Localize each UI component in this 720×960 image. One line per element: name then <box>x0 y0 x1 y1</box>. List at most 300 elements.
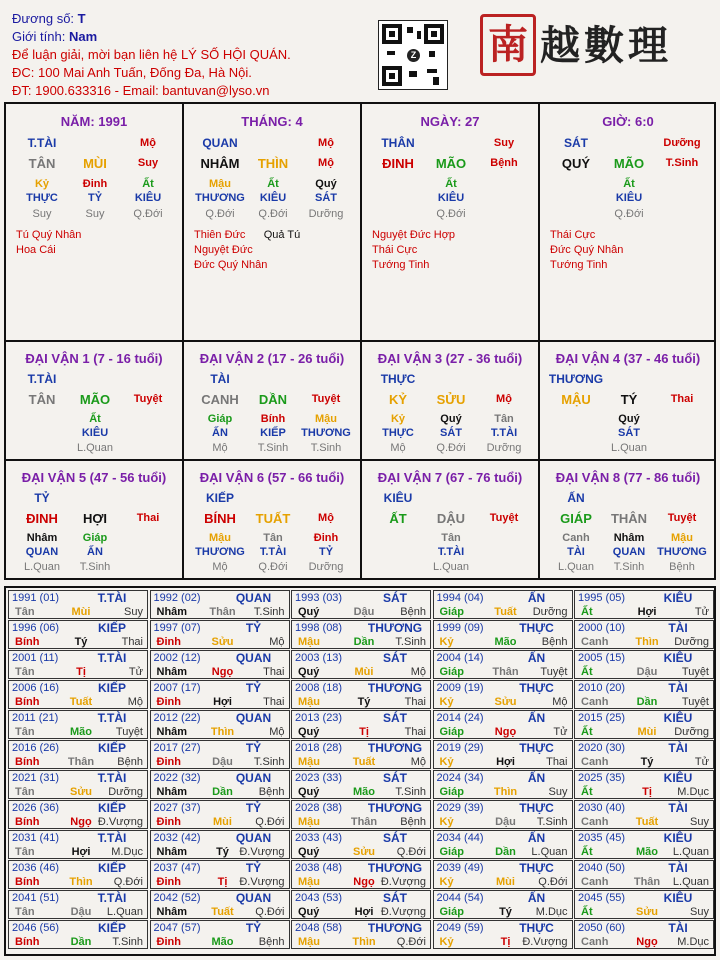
annual-growth: Thai <box>404 696 426 708</box>
seal-logo: 南 <box>480 14 536 76</box>
annual-growth: M.Dục <box>535 906 568 918</box>
annual-growth: Mộ <box>410 756 426 768</box>
annual-growth: Suy <box>548 786 568 798</box>
annual-growth: Q.Đới <box>396 846 426 858</box>
annual-stem: Canh <box>581 936 609 948</box>
annual-stem: Bính <box>15 936 40 948</box>
hidden-star: TÀI <box>567 546 585 558</box>
daivan-growth: Mộ <box>496 393 512 405</box>
annual-branch: Tị <box>76 666 86 678</box>
annual-cell <box>8 890 148 919</box>
annual-stem: Đinh <box>156 636 181 648</box>
annual-growth: Q.Đới <box>113 876 143 888</box>
annual-cell <box>433 800 573 829</box>
pillar-top-state: Mộ <box>318 137 334 149</box>
annual-cell <box>574 830 714 859</box>
daivan-star: THỰC <box>380 372 416 386</box>
pillar-main-star: SÁT <box>564 136 588 150</box>
annual-year: 2017 (27) <box>153 742 201 754</box>
annual-star: QUAN <box>235 651 272 665</box>
hidden-stem: Đinh <box>313 532 339 544</box>
annual-growth: Bệnh <box>117 756 143 768</box>
annual-star: TỶ <box>245 921 262 935</box>
hidden-stem: Đinh <box>82 178 108 190</box>
annual-year: 2022 (32) <box>153 772 201 784</box>
annual-stem: Ất <box>581 906 593 918</box>
annual-year: 2004 (14) <box>436 652 484 664</box>
annual-year: 2026 (36) <box>12 802 60 814</box>
daivan-stem: ĐINH <box>26 511 58 526</box>
annual-branch: Dần <box>212 786 233 798</box>
annual-stem: Mậu <box>298 696 320 708</box>
annual-cell <box>291 710 431 739</box>
annual-branch: Dậu <box>70 906 92 918</box>
annual-year: 2027 (37) <box>153 802 201 814</box>
annual-stem: Đinh <box>156 756 181 768</box>
hidden-state: T.Sinh <box>79 561 111 573</box>
hidden-state: Dưỡng <box>308 208 344 220</box>
daivan-stem: TÂN <box>28 392 56 407</box>
annual-star: SÁT <box>383 591 407 605</box>
hidden-stem: Mậu <box>315 413 337 425</box>
star-name: Hoa Cái <box>16 244 56 256</box>
annual-year: 2008 (18) <box>295 682 343 694</box>
daivan-title: ĐẠI VẬN 8 (77 - 86 tuổi) <box>555 470 701 485</box>
annual-star: THƯƠNG <box>367 621 423 635</box>
pillar-main-star: THÂN <box>381 136 415 150</box>
hidden-state: T.Sinh <box>613 561 645 573</box>
hidden-state: Suy <box>85 208 105 220</box>
annual-growth: L.Quan <box>531 846 568 858</box>
annual-stem: Canh <box>581 756 609 768</box>
hidden-stem: Ất <box>445 178 457 190</box>
annual-cell <box>150 830 290 859</box>
annual-branch: Thân <box>492 666 519 678</box>
annual-cell <box>8 620 148 649</box>
annual-growth: Tuyệt <box>540 666 568 678</box>
pillar-title: NGÀY: 27 <box>420 114 480 129</box>
annual-growth: Đ.Vượng <box>522 936 568 948</box>
annual-cell <box>150 620 290 649</box>
annual-star: TỶ <box>245 621 262 635</box>
annual-year: 2007 (17) <box>153 682 201 694</box>
pillar-branch: MÃO <box>435 156 467 171</box>
star-name: Nguyệt Đức Hợp <box>372 229 456 241</box>
annual-star: TÀI <box>668 681 688 695</box>
annual-growth: T.Sinh <box>395 636 426 648</box>
annual-stem: Tân <box>15 906 35 918</box>
contact-line: Để luận giải, mời bạn liên hệ LÝ SỐ HỘI QUÁN. <box>12 47 291 62</box>
hidden-star: KIÊU <box>437 192 465 204</box>
annual-stem: Canh <box>581 636 609 648</box>
hidden-state: Q.Đới <box>133 208 163 220</box>
annual-stem: Canh <box>581 816 609 828</box>
annual-growth: Đ.Vượng <box>380 906 426 918</box>
pillar-cell <box>6 104 184 342</box>
daivan-star: THƯƠNG <box>548 372 604 386</box>
annual-branch: Dậu <box>353 606 375 618</box>
annual-growth: Q.Đới <box>538 876 568 888</box>
annual-star: TÀI <box>668 861 688 875</box>
daivan-branch: TUẤT <box>255 511 291 526</box>
annual-stem: Đinh <box>156 936 181 948</box>
annual-stem: Nhâm <box>156 846 188 858</box>
annual-stem: Tân <box>15 786 35 798</box>
annual-stem: Quý <box>298 606 320 618</box>
daivan-growth: Tuyệt <box>311 393 341 405</box>
annual-star: T.TÀI <box>97 711 127 725</box>
annual-growth: Tuyệt <box>115 726 143 738</box>
annual-cell <box>574 680 714 709</box>
pillar-cell <box>184 104 362 342</box>
annual-growth: T.Sinh <box>112 936 143 948</box>
annual-year: 2000 (10) <box>578 622 626 634</box>
daivan-stem: ẤT <box>389 511 407 526</box>
daivan-title: ĐẠI VẬN 7 (67 - 76 tuổi) <box>377 470 523 485</box>
star-name: Tú Quý Nhân <box>16 229 82 241</box>
hidden-star: ẤN <box>212 427 228 439</box>
annual-branch: Mão <box>494 636 517 648</box>
annual-year: 2019 (29) <box>436 742 484 754</box>
pillar-stem: ĐINH <box>382 156 414 171</box>
annual-stem: Bính <box>15 816 40 828</box>
annual-growth: Đ.Vượng <box>239 876 285 888</box>
annual-stem: Nhâm <box>156 606 188 618</box>
annual-branch: Ngọ <box>636 936 658 948</box>
hidden-state: T.Sinh <box>310 442 342 454</box>
annual-star: KIẾP <box>97 741 126 755</box>
annual-year: 2024 (34) <box>436 772 484 784</box>
annual-star: THỰC <box>519 681 554 695</box>
annual-year: 2011 (21) <box>12 712 59 724</box>
annual-cell <box>150 890 290 919</box>
annual-stem: Giáp <box>439 906 464 918</box>
annual-cell <box>150 710 290 739</box>
daivan-star: T.TÀI <box>27 372 57 386</box>
annual-branch: Hợi <box>71 846 91 858</box>
annual-year: 2003 (13) <box>295 652 343 664</box>
hidden-star: THƯƠNG <box>301 427 351 439</box>
hidden-stem: Kỷ <box>390 413 406 425</box>
annual-year: 2030 (40) <box>578 802 626 814</box>
daivan-cell <box>540 461 716 580</box>
annual-star: THƯƠNG <box>367 681 423 695</box>
annual-growth: Bệnh <box>258 936 285 948</box>
annual-year: 2015 (25) <box>578 712 626 724</box>
annual-stem: Nhâm <box>156 666 188 678</box>
star-name: Tướng Tinh <box>550 259 608 271</box>
annual-star: T.TÀI <box>97 591 127 605</box>
annual-cell <box>8 590 148 619</box>
annual-year: 2014 (24) <box>436 712 484 724</box>
annual-branch: Dậu <box>636 666 658 678</box>
star-name: Thiên Đức <box>194 229 246 241</box>
annual-cell <box>150 740 290 769</box>
annual-branch: Tý <box>216 846 229 858</box>
annual-star: SÁT <box>383 831 407 845</box>
annual-star: TÀI <box>668 741 688 755</box>
annual-stem: Giáp <box>439 846 464 858</box>
annual-branch: Thân <box>67 756 95 768</box>
annual-star: KIẾP <box>97 681 126 695</box>
hidden-state: L.Quan <box>23 561 61 573</box>
annual-growth: Mộ <box>269 636 285 648</box>
annual-stem: Giáp <box>439 666 464 678</box>
annual-growth: Đ.Vượng <box>380 876 426 888</box>
annual-branch: Dần <box>495 846 516 858</box>
annual-growth: Tử <box>128 666 143 678</box>
daivan-branch: HỢI <box>82 511 108 526</box>
annual-growth: Suy <box>124 606 143 618</box>
annual-year: 1996 (06) <box>12 622 60 634</box>
annual-branch: Tuất <box>494 606 517 618</box>
pillar-branch: MÃO <box>613 156 645 171</box>
annual-cell <box>8 770 148 799</box>
annual-star: TỶ <box>245 861 262 875</box>
annual-star: T.TÀI <box>97 831 127 845</box>
annual-year: 2031 (41) <box>12 832 60 844</box>
daivan-title: ĐẠI VẬN 2 (17 - 26 tuổi) <box>199 351 345 366</box>
annual-star: KIÊU <box>663 771 693 785</box>
annual-cell <box>433 650 573 679</box>
qr-center-logo: Z <box>407 49 420 62</box>
phone-email-line: ĐT: 1900.633316 - Email: bantuvan@lyso.vn <box>12 83 270 98</box>
pillar-branch: MÙI <box>83 156 107 171</box>
annual-star: QUAN <box>235 831 272 845</box>
annual-year: 2023 (33) <box>295 772 343 784</box>
daivan-star: KIẾP <box>205 491 234 505</box>
annual-branch: Thân <box>350 816 378 828</box>
annual-growth: Bệnh <box>258 786 285 798</box>
annual-stem: Mậu <box>298 756 320 768</box>
annual-branch: Thìn <box>352 936 376 948</box>
annual-growth: Dưỡng <box>532 606 568 618</box>
daivan-title: ĐẠI VẬN 1 (7 - 16 tuổi) <box>25 351 163 366</box>
annual-growth: Đ.Vượng <box>239 846 285 858</box>
annual-cell <box>291 800 431 829</box>
hidden-stem: Ất <box>89 413 101 425</box>
annual-star: TÀI <box>668 801 688 815</box>
annual-stem: Đinh <box>156 876 181 888</box>
annual-growth: Suy <box>690 816 709 828</box>
pillar-title: NĂM: 1991 <box>60 114 128 129</box>
daivan-cell <box>184 342 362 461</box>
hidden-stem: Tân <box>494 413 514 425</box>
annual-stem: Quý <box>298 846 320 858</box>
hidden-star: KIÊU <box>81 427 109 439</box>
hidden-stem: Mậu <box>209 178 231 190</box>
annual-cell <box>574 920 714 949</box>
annual-branch: Tý <box>74 636 88 648</box>
star-name: Đức Quý Nhân <box>194 259 268 271</box>
annual-year: 2001 (11) <box>12 652 59 664</box>
annual-year: 1995 (05) <box>578 592 626 604</box>
annual-branch: Hợi <box>354 906 374 918</box>
hidden-star: TỶ <box>87 192 103 204</box>
hidden-star: THƯƠNG <box>195 546 245 558</box>
hidden-state: Mộ <box>212 561 228 573</box>
annual-stem: Bính <box>15 876 40 888</box>
annual-branch: Tý <box>499 906 512 918</box>
annual-cell <box>433 890 573 919</box>
hidden-stem: Kỷ <box>34 178 50 190</box>
annual-star: T.TÀI <box>97 651 127 665</box>
hidden-star: TỶ <box>318 546 334 558</box>
qr-code <box>378 20 448 90</box>
annual-cell <box>433 920 573 949</box>
hidden-state: T.Sinh <box>257 442 289 454</box>
annual-cell <box>433 620 573 649</box>
annual-growth: Tử <box>694 606 709 618</box>
annual-stem: Kỷ <box>439 696 454 708</box>
annual-star: ẤN <box>527 711 546 725</box>
annual-stem: Giáp <box>439 606 464 618</box>
annual-star: QUAN <box>235 591 272 605</box>
annual-year: 2032 (42) <box>153 832 201 844</box>
annual-stem: Mậu <box>298 876 320 888</box>
annual-cell <box>150 770 290 799</box>
annual-year: 2013 (23) <box>295 712 343 724</box>
annual-branch: Thìn <box>210 726 235 738</box>
annual-cell <box>291 590 431 619</box>
hidden-stem: Ất <box>623 178 635 190</box>
annual-growth: Tử <box>553 726 568 738</box>
annual-cell <box>8 860 148 889</box>
annual-cell <box>8 920 148 949</box>
annual-stem: Kỷ <box>439 636 454 648</box>
annual-branch: Mão <box>211 936 234 948</box>
pillar-stem: NHÂM <box>200 156 240 171</box>
annual-cell <box>433 710 573 739</box>
annual-cell <box>574 620 714 649</box>
annual-stem: Quý <box>298 786 320 798</box>
star-row <box>194 243 354 258</box>
annual-growth: Mộ <box>410 666 426 678</box>
annual-cell <box>291 620 431 649</box>
annual-growth: L.Quan <box>106 906 143 918</box>
hidden-stem: Tân <box>441 532 461 544</box>
pillar-title: GIỜ: 6:0 <box>602 114 654 129</box>
hidden-state: L.Quan <box>610 442 648 454</box>
annual-cell <box>8 740 148 769</box>
hidden-stem: Nhâm <box>613 532 645 544</box>
annual-growth: L.Quan <box>672 876 709 888</box>
annual-branch: Ngọ <box>211 666 234 678</box>
annual-growth: Bệnh <box>400 816 426 828</box>
daivan-branch: THÂN <box>610 511 648 526</box>
daivan-cell <box>362 461 540 580</box>
annual-year: 2029 (39) <box>436 802 484 814</box>
annual-branch: Mùi <box>496 876 515 888</box>
annual-branch: Tý <box>640 756 654 768</box>
annual-growth: Tuyệt <box>681 696 709 708</box>
hidden-stem: Ất <box>267 178 279 190</box>
annual-cell <box>574 770 714 799</box>
annual-growth: T.Sinh <box>395 786 426 798</box>
daivan-growth: Tuyệt <box>133 393 163 405</box>
annual-star: KIÊU <box>663 711 693 725</box>
annual-star: THƯƠNG <box>367 861 423 875</box>
annual-stem: Quý <box>298 726 320 738</box>
annual-branch: Sửu <box>352 846 376 858</box>
hidden-state: Q.Đới <box>614 208 644 220</box>
pillar-growth: T.Sinh <box>665 157 699 169</box>
annual-stem: Tân <box>15 726 35 738</box>
pillar-main-star: T.TÀI <box>27 136 57 150</box>
daivan-growth: Thai <box>670 393 694 405</box>
annual-growth: L.Quan <box>672 846 709 858</box>
annual-year: 2049 (59) <box>436 922 484 934</box>
annual-branch: Sửu <box>635 906 659 918</box>
owner-value: T <box>77 11 86 26</box>
annual-star: KIÊU <box>663 891 693 905</box>
annual-year: 2045 (55) <box>578 892 626 904</box>
annual-growth: Thai <box>121 636 143 648</box>
annual-star: THƯƠNG <box>367 741 423 755</box>
annual-branch: Sửu <box>69 786 93 798</box>
annual-year: 2036 (46) <box>12 862 60 874</box>
hidden-star: KIÊU <box>615 192 643 204</box>
annual-star: T.TÀI <box>97 771 127 785</box>
hidden-stem: Nhâm <box>26 532 58 544</box>
daivan-star: TỶ <box>34 491 50 505</box>
annual-branch: Dậu <box>212 756 233 768</box>
pillar-grid <box>4 102 716 580</box>
annual-cell <box>433 590 573 619</box>
annual-year: 2040 (50) <box>578 862 626 874</box>
annual-star: THỰC <box>519 861 554 875</box>
daivan-cell <box>362 342 540 461</box>
annual-star: THỰC <box>519 801 554 815</box>
hidden-star: THƯƠNG <box>657 546 707 558</box>
annual-growth: Mộ <box>127 696 143 708</box>
annual-branch: Thìn <box>635 636 659 648</box>
annual-growth: T.Sinh <box>253 756 285 768</box>
daivan-growth: Mộ <box>318 512 334 524</box>
annual-cell <box>291 920 431 949</box>
annual-cell <box>8 800 148 829</box>
star-row <box>194 258 354 273</box>
annual-star: QUAN <box>235 711 272 725</box>
annual-branch: Dậu <box>495 816 516 828</box>
daivan-branch: TÝ <box>620 392 638 407</box>
annual-branch: Dần <box>70 936 92 948</box>
annual-year: 2038 (48) <box>295 862 343 874</box>
annual-star: SÁT <box>383 771 407 785</box>
hidden-star: THƯƠNG <box>195 192 245 204</box>
annual-growth: M.Dục <box>111 846 143 858</box>
pillar-stars <box>16 228 176 258</box>
annual-cell <box>574 890 714 919</box>
annual-growth: M.Dục <box>677 936 709 948</box>
daivan-stem: MẬU <box>561 392 591 407</box>
annual-branch: Ngọ <box>70 816 92 828</box>
gender-label: Giới tính: <box>12 29 66 44</box>
annual-growth: Suy <box>690 906 709 918</box>
annual-star: SÁT <box>383 651 407 665</box>
annual-branch: Thìn <box>493 786 518 798</box>
annual-stem: Kỷ <box>439 936 454 948</box>
pillar-stars <box>550 228 710 273</box>
annual-year: 2020 (30) <box>578 742 626 754</box>
annual-cell <box>291 890 431 919</box>
hidden-state: Q.Đới <box>436 442 466 454</box>
annual-stem: Bính <box>15 756 40 768</box>
annual-stem: Nhâm <box>156 786 188 798</box>
annual-stem: Ất <box>581 666 593 678</box>
annual-cell <box>574 590 714 619</box>
hidden-star: KIÊU <box>259 192 287 204</box>
